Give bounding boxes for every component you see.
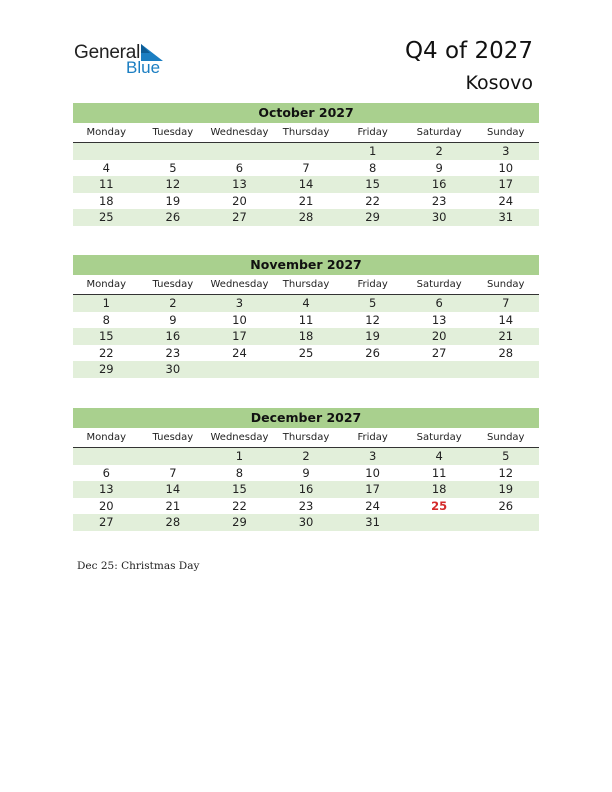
day-cell: 7 <box>169 465 177 480</box>
day-cell: 9 <box>302 465 310 480</box>
day-cell: 3 <box>235 296 244 310</box>
day-cell: 13 <box>232 177 247 191</box>
week-row <box>73 481 539 498</box>
week-row <box>73 328 539 345</box>
week-row <box>73 498 539 515</box>
day-cell <box>472 514 539 531</box>
weekday-label: Saturday <box>416 432 462 443</box>
weekday-label: Wednesday <box>210 279 269 290</box>
brand-general-text: General <box>74 42 141 63</box>
day-cell: 28 <box>498 345 514 360</box>
month-block <box>73 408 539 531</box>
day-cell: 18 <box>298 329 314 343</box>
day-cell: 12 <box>165 177 181 191</box>
day-cell: 5 <box>368 296 377 310</box>
day-cell: 19 <box>498 482 514 496</box>
day-cell: 5 <box>502 449 510 463</box>
day-cell: 17 <box>365 482 380 496</box>
weekday-label: Sunday <box>487 432 525 443</box>
day-cell: 22 <box>232 498 247 513</box>
month-title: October 2027 <box>73 103 539 123</box>
day-cell: 20 <box>98 498 114 513</box>
day-cell: 10 <box>498 160 514 175</box>
day-cell: 15 <box>365 177 380 191</box>
day-cell: 22 <box>98 345 114 360</box>
weekday-label: Friday <box>357 432 388 443</box>
week-row <box>73 514 539 531</box>
day-cell: 17 <box>498 177 514 191</box>
day-cell: 18 <box>431 482 447 496</box>
day-cell <box>339 361 406 378</box>
day-cell: 24 <box>232 345 247 360</box>
day-cell: 21 <box>165 498 181 513</box>
day-cell: 29 <box>365 210 380 224</box>
day-cell: 27 <box>98 515 114 529</box>
week-row <box>73 312 539 329</box>
day-cell: 2 <box>435 144 443 158</box>
day-cell: 1 <box>368 144 377 158</box>
week-row <box>73 361 539 378</box>
day-cell: 27 <box>232 210 247 224</box>
week-row <box>73 295 539 312</box>
day-cell: 30 <box>431 210 447 224</box>
day-cell <box>140 143 207 160</box>
week-row <box>73 176 539 193</box>
day-cell: 8 <box>102 312 110 327</box>
holiday-note: Dec 25: Christmas Day <box>77 560 200 572</box>
day-cell: 25 <box>98 210 114 224</box>
day-cell: 18 <box>98 193 114 208</box>
day-cell: 25 <box>431 498 448 513</box>
weekday-label: Tuesday <box>152 432 194 443</box>
day-cell: 9 <box>435 160 443 175</box>
weekday-label: Monday <box>86 432 127 443</box>
day-cell: 14 <box>298 177 314 191</box>
day-cell: 4 <box>102 160 110 175</box>
day-cell: 20 <box>431 329 447 343</box>
day-cell <box>273 143 340 160</box>
day-cell: 9 <box>169 312 177 327</box>
week-row <box>73 193 539 210</box>
day-cell: 12 <box>498 465 514 480</box>
day-cell: 21 <box>498 329 514 343</box>
weekday-label: Saturday <box>416 279 462 290</box>
weekday-label: Friday <box>357 127 388 138</box>
day-cell: 4 <box>435 449 443 463</box>
day-cell: 3 <box>502 144 510 158</box>
day-cell: 13 <box>431 312 447 327</box>
day-cell <box>206 143 273 160</box>
day-cell <box>406 514 473 531</box>
weekday-label: Thursday <box>282 279 330 290</box>
day-cell: 29 <box>232 515 247 529</box>
day-cell: 23 <box>298 498 314 513</box>
weekday-label: Saturday <box>416 127 462 138</box>
country-name: Kosovo <box>465 72 533 94</box>
day-cell: 8 <box>235 465 244 480</box>
day-cell: 12 <box>365 312 380 327</box>
day-cell: 16 <box>431 177 447 191</box>
day-cell: 31 <box>498 210 514 224</box>
day-cell <box>406 361 473 378</box>
day-cell: 26 <box>365 345 380 360</box>
day-cell: 23 <box>165 345 181 360</box>
day-cell: 11 <box>98 177 114 191</box>
weekday-label: Tuesday <box>152 279 194 290</box>
day-cell: 30 <box>298 515 314 529</box>
day-cell: 31 <box>365 515 380 529</box>
day-cell: 6 <box>102 465 110 480</box>
weekday-label: Thursday <box>282 127 330 138</box>
day-cell: 2 <box>302 449 310 463</box>
brand-logo <box>74 42 184 82</box>
day-cell <box>140 448 207 465</box>
day-cell: 21 <box>298 193 314 208</box>
weekday-label: Wednesday <box>210 432 269 443</box>
day-cell: 28 <box>298 210 314 224</box>
day-cell: 10 <box>365 465 380 480</box>
day-cell: 22 <box>365 193 380 208</box>
week-row <box>73 209 539 226</box>
month-title: November 2027 <box>73 255 539 275</box>
day-cell <box>472 361 539 378</box>
day-cell: 7 <box>302 160 310 175</box>
day-cell: 24 <box>498 193 514 208</box>
day-cell: 4 <box>302 296 310 310</box>
day-cell: 11 <box>431 465 447 480</box>
day-cell: 17 <box>232 329 247 343</box>
day-cell: 23 <box>431 193 447 208</box>
day-cell: 30 <box>165 362 181 376</box>
weekday-label: Sunday <box>487 279 525 290</box>
weekday-label: Friday <box>357 279 388 290</box>
day-cell: 16 <box>298 482 314 496</box>
month-title: December 2027 <box>73 408 539 428</box>
week-row <box>73 345 539 362</box>
quarter-title: Q4 of 2027 <box>404 38 533 64</box>
day-cell: 28 <box>165 515 181 529</box>
weekday-label: Sunday <box>487 127 525 138</box>
weekday-header-row <box>73 430 539 448</box>
weekday-label: Monday <box>86 279 127 290</box>
day-cell: 26 <box>165 210 181 224</box>
day-cell: 25 <box>298 345 314 360</box>
day-cell: 1 <box>102 296 110 310</box>
weekday-header-row <box>73 125 539 143</box>
month-block <box>73 255 539 378</box>
day-cell: 3 <box>368 449 377 463</box>
week-row <box>73 143 539 160</box>
month-block <box>73 103 539 226</box>
day-cell: 15 <box>98 329 114 343</box>
day-cell: 6 <box>235 160 244 175</box>
day-cell: 26 <box>498 498 514 513</box>
day-cell <box>73 448 140 465</box>
day-cell: 20 <box>232 193 247 208</box>
weekday-label: Thursday <box>282 432 330 443</box>
day-cell: 24 <box>365 498 380 513</box>
day-cell: 8 <box>368 160 377 175</box>
holiday-notes <box>77 560 199 572</box>
day-cell: 6 <box>435 296 443 310</box>
day-cell: 19 <box>165 193 181 208</box>
day-cell: 1 <box>235 449 244 463</box>
day-cell <box>73 143 140 160</box>
day-cell: 14 <box>165 482 181 496</box>
weekday-label: Wednesday <box>210 127 269 138</box>
day-cell: 2 <box>169 296 177 310</box>
week-row <box>73 160 539 177</box>
day-cell: 7 <box>502 296 510 310</box>
day-cell <box>273 361 340 378</box>
day-cell: 13 <box>98 482 114 496</box>
day-cell <box>206 361 273 378</box>
weekday-label: Monday <box>86 127 127 138</box>
day-cell: 14 <box>498 312 514 327</box>
day-cell: 16 <box>165 329 181 343</box>
day-cell: 27 <box>431 345 447 360</box>
week-row <box>73 448 539 465</box>
brand-blue-text: Blue <box>126 58 161 77</box>
day-cell: 19 <box>365 329 380 343</box>
day-cell: 10 <box>232 312 247 327</box>
day-cell: 29 <box>98 362 114 376</box>
day-cell: 15 <box>232 482 247 496</box>
day-cell: 11 <box>298 312 314 327</box>
day-cell: 5 <box>169 160 177 175</box>
weekday-header-row <box>73 277 539 295</box>
weekday-label: Tuesday <box>152 127 194 138</box>
week-row <box>73 465 539 482</box>
